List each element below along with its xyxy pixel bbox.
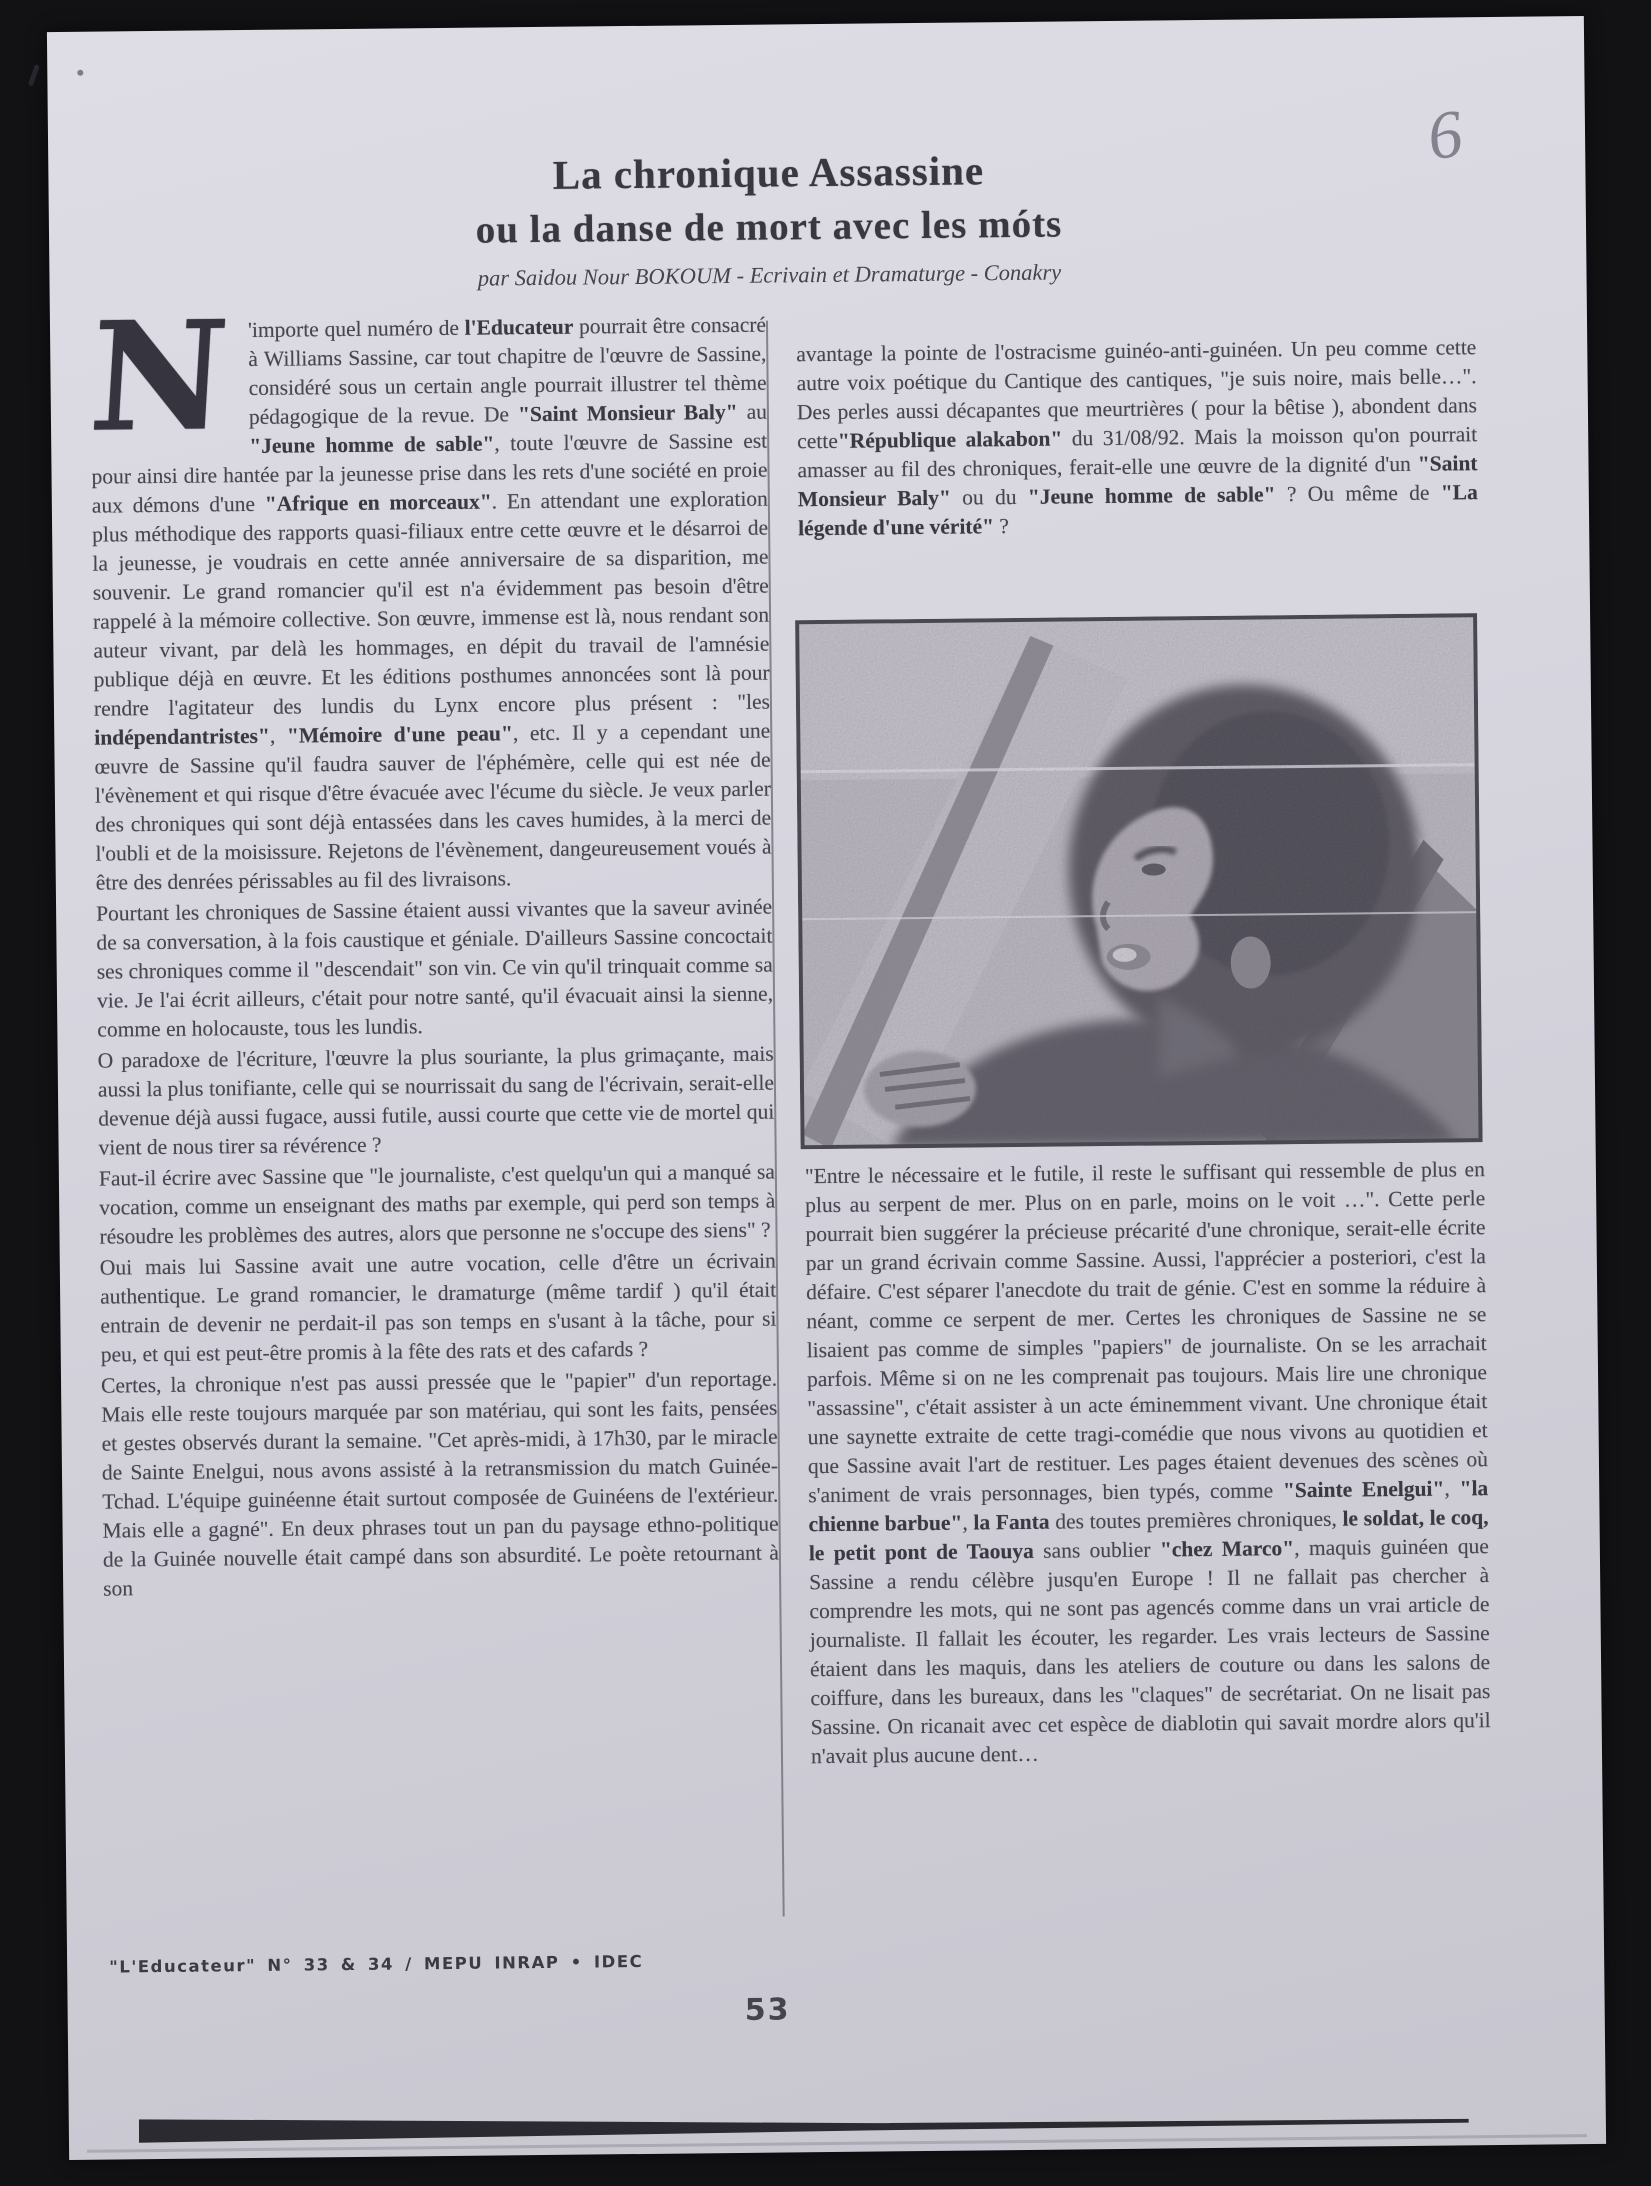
drop-cap-box xyxy=(85,288,239,466)
pen-tick-mark xyxy=(28,64,40,86)
paragraph: Faut-il écrire avec Sassine que "le journaliste, c'est quelqu'un qui a manqué sa vocation, comme un enseignant des maths par exemple, qui perd son temps à résoudre les problèmes des autres, alors que personne ne s'occupe des siens" ? xyxy=(98,1159,776,1249)
journal-credit-line: "L'Educateur" N° 33 & 34 / MEPU INRAP • IDEC xyxy=(109,1951,644,1977)
paragraph: Pourtant les chroniques de Sassine étaient aussi vivantes que la saveur avinée de sa conversation, à la fois caustique et géniale. D'ailleurs Sassine concoctait ses chroniques comme il "descendait" son vin. Ce vin qu'il trinquait comme sa vie. Je l'ai écrit ailleurs, c'était pour notre santé, qu'il évacuait ainsi la sienne, comme en holocauste, tous les lundis. xyxy=(96,894,774,1042)
portrait-photo-graphic xyxy=(795,613,1483,1149)
paragraph: avantage la pointe de l'ostracisme guinéo-anti-guinéen. Un peu comme cette autre voix poétique du Cantique des cantiques, "je suis noire, mais belle…". Des perles aussi décapantes que meurtrières ( pour la bêtise ), abondent dans cette"République alakabon" du 31/08/92. Mais la moisson qu'on pourrait amasser au fil des chroniques, ferait-elle une œuvre de la dignité d'un "Saint Monsieur Baly" ou du "Jeune homme de sable" ? Ou même de "La légende d'une vérité" ? xyxy=(796,335,1478,541)
page-number: 53 xyxy=(744,1992,791,2028)
article-header xyxy=(48,145,1489,296)
paragraph: O paradoxe de l'écriture, l'œuvre la plus souriante, la plus grimaçante, mais aussi la plus tonifiante, celle qui se nourrissait du sang de l'écrivain, serait-elle devenue déjà aussi fugace, aussi futile, aussi courte que cette vie de mortel qui vient de nous tirer sa révérence ? xyxy=(97,1041,775,1160)
portrait-photo xyxy=(795,613,1483,1149)
article-title-line1: La chronique Assassine xyxy=(552,147,985,198)
paragraph: 'importe quel numéro de l'Educateur pourrait être consacré à Williams Sassine, car tout chapitre de l'œuvre de Sassine, considéré sous un certain angle pourrait illustrer tel thème pédagogique de la revue. De "Saint Monsieur Baly" au "Jeune homme de sable", toute l'œuvre de Sassine est pour ainsi dire hantée par la jeunesse prise dans les rets d'une société en proie aux démons d'une "Afrique en morceaux". En attendant une exploration plus méthodique des rapports quasi-filiaux entre cette œuvre et le désarroi de la jeunesse, je voudrais en cette année anniversaire de sa disparition, me souvenir. Le grand romancier qu'il est n'a évidemment pas besoin d'être rappelé à la mémoire collective. Son œuvre, immense est là, nous rendant son auteur vivant, par delà les hommages, en dépit du travail de l'amnésie publique déjà en œuvre. Et les éditions posthumes annoncées sont là pour rendre l'agitateur des lundis du Lynx encore plus présent : "les indépendantristes", "Mémoire d'une peau", etc. Il y a cependant une œuvre de Sassine qu'il faudra sauver de l'éphémère, celle qui est née de l'évènement et qui risque d'être évacuée avec l'écume du siècle. Je veux parler des chroniques qui sont déjà entassées dans les caves humides, à la merci de l'oubli et de la moisissure. Rejetons de l'évènement, dangeureusement voués à être des denrées périssables au fil des livraisons. xyxy=(91,312,772,895)
article-title-line2: ou la danse de mort avec les móts xyxy=(475,202,1063,252)
left-column xyxy=(85,288,779,1606)
paragraph: Certes, la chronique n'est pas aussi pressée que le "papier" d'un reportage. Mais elle reste toujours marquée par son matériau, qui sont les faits, pensées et gestes observés durant la semaine. "Cet après-midi, à 17h30, par le miracle de Sainte Enelgui, nous avons assisté à la retransmission du match Guinée-Tchad. L'équipe guinéenne était surtout composée de Guinéens de l'extérieur. Mais elle a gagné". En deux phrases tout un pan du paysage ethno-politique de la Guinée nouvelle était campé dans son absurdité. Le poète retournant à son xyxy=(100,1366,779,1601)
article-byline: par Saidou Nour BOKOUM - Ecrivain et Dramaturge - Conakry xyxy=(477,259,1062,291)
right-column-bottom xyxy=(805,1155,1491,1773)
scanned-paper-sheet xyxy=(47,16,1606,2160)
paragraph: Oui mais lui Sassine avait une autre vocation, celle d'être un écrivain authentique. Le grand romancier, le dramaturge (même tardif ) qu'il était entrain de devenir ne perdait-il pas son temps en s'usant à la tâche, pour si peu, et qui est peut-être promis à la fête des rats et des cafards ? xyxy=(99,1248,777,1367)
staple-dot-mark xyxy=(77,70,83,76)
handwritten-page-mark: 6 xyxy=(1423,94,1467,175)
drop-cap-letter: N xyxy=(85,288,233,466)
right-column-top xyxy=(796,333,1478,545)
paragraph: "Entre le nécessaire et le futile, il reste le suffisant qui ressemble de plus en plus au serpent de mer. Plus on en parle, moins on le voit …". Cette perle pourrait bien suggérer la précieuse précarité d'une chronique, serait-elle écrite par un grand écrivain comme Sassine. Aussi, l'apprécier a posteriori, c'est la défaire. C'est séparer l'anecdote du trait de génie. C'est en somme la réduire à néant, comme ce serpent de mer. Certes les chroniques de Sassine ne se lisaient pas comme de simples "papiers" de journaliste. On se les arrachait parfois. Même si on ne les comprenait pas toujours. Mais lire une chronique "assassine", c'était assister à un acte éminemment vivant. Une chronique était une saynette extraite de cette tragi-comédie que nous vivons au quotidien et que Sassine avait l'art de restituer. Les pages étaient devenues des scènes où s'animent de vrais personnages, bien typés, comme "Sainte Enelgui", "la chienne barbue", la Fanta des toutes premières chroniques, le soldat, le coq, le petit pont de Taouya sans oublier "chez Marco", maquis guinéen que Sassine a rendu célèbre jusqu'en Europe ! Il ne fallait pas chercher à comprendre les mots, qui ne sont pas agencés comme dans un vrai article de journaliste. Il fallait les écouter, les regarder. Les vrais lecteurs de Sassine étaient dans les maquis, dans les ateliers de couture ou dans les salons de coiffure, dans les bureaux, dans les "claques" de secrétariat. On ne lisait pas Sassine. On ricanait avec cet espèce de diablotin qui savait mordre alors qu'il n'avait plus aucune dent… xyxy=(804,1157,1491,1769)
